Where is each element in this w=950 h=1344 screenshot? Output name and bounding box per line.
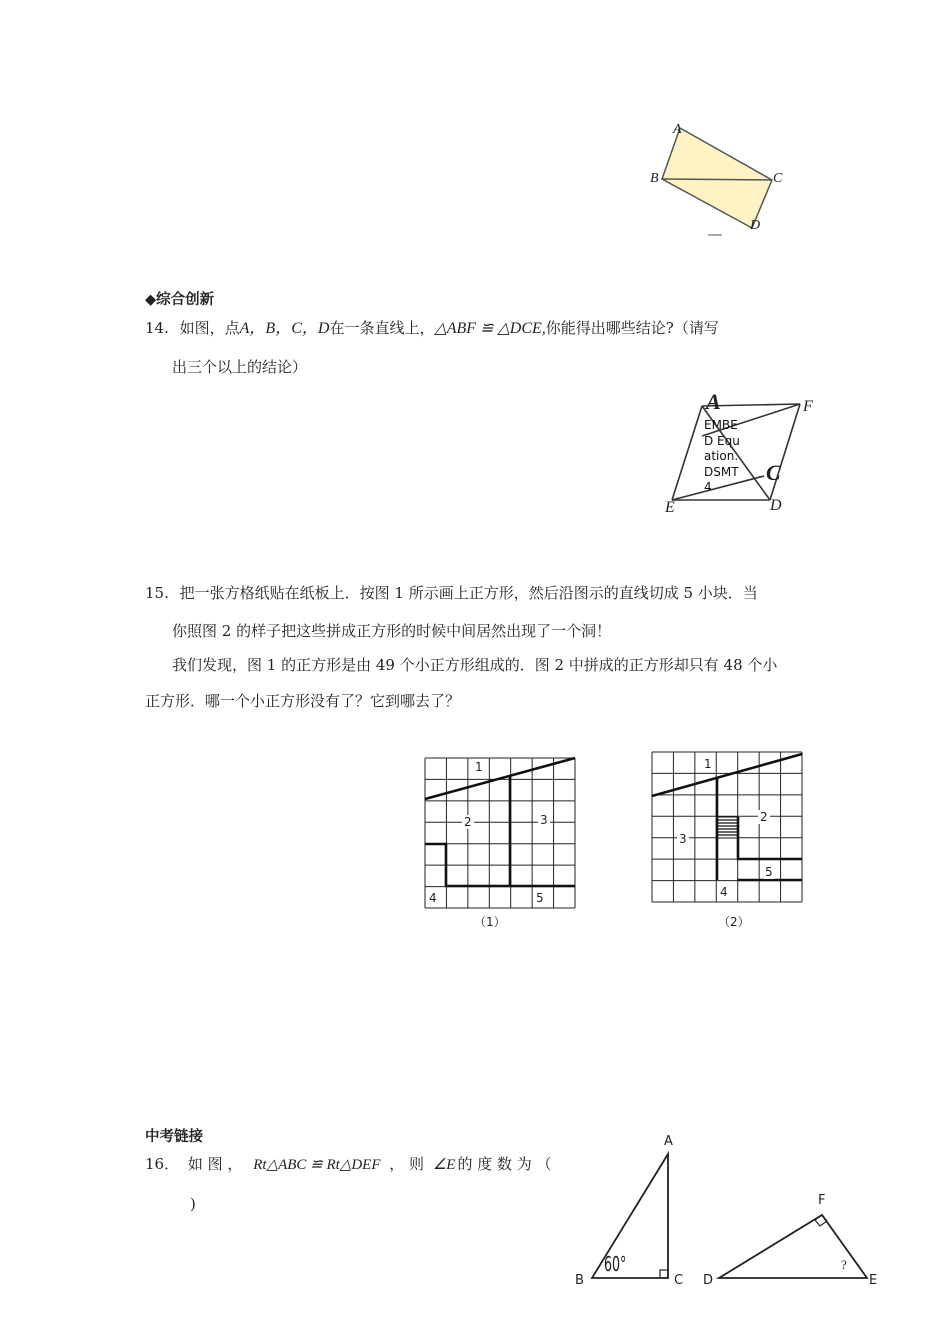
q15-grid-figure-2: [650, 750, 804, 904]
q14-embed-line: D Equ: [704, 433, 740, 448]
q14-embed-placeholder: [704, 418, 740, 496]
q16-congruence: Rt△ABC ≌ Rt△DEF: [253, 1157, 381, 1173]
q15-fig2-piece-1: 1: [704, 757, 712, 771]
q16-line2: ): [190, 1195, 196, 1213]
q14-label-c: C: [766, 460, 781, 485]
q16-triangle-abc: [588, 1150, 678, 1282]
q15-fig2-piece-3: 3: [679, 832, 687, 846]
q15-fig1-piece-3: 3: [540, 813, 548, 827]
q14-label-f: F: [803, 398, 813, 415]
q15-fig2-piece-5: 5: [765, 865, 773, 879]
q15-fig2-hole-hatch: [717, 817, 738, 838]
q13-label-d: D: [750, 218, 761, 233]
q14-label-d: D: [770, 497, 782, 514]
q14-line1: [145, 317, 719, 340]
q13-label-b: B: [650, 171, 659, 186]
q14-figure: [660, 392, 820, 517]
q15-number: 15.: [145, 584, 169, 602]
q16-tail: ， 则: [389, 1155, 425, 1173]
q15-fig1-piece-4: 4: [429, 891, 437, 905]
q15-fig2-piece-4: 4: [720, 885, 728, 899]
q15-text1: 把一张方格纸贴在纸板上．按图 1 所示画上正方形，然后沿图示的直线切成 5 小块．当: [179, 584, 758, 602]
q15-fig2-caption: （2）: [718, 915, 750, 929]
q14-intro: 如图，点: [179, 319, 240, 337]
q13-label-a: A: [673, 122, 682, 137]
q15-fig2-cut-diagonal: [652, 754, 802, 796]
q14-question: 你能得出哪些结论?（请写: [545, 319, 719, 337]
q16-angle: ∠E: [432, 1157, 456, 1173]
section-title-exam: 中考链接: [145, 1129, 203, 1145]
q14-points: A，B，C，D: [239, 320, 330, 337]
q14-embed-line: ation.: [704, 449, 739, 463]
q14-label-e: E: [665, 499, 675, 516]
q15-fig1-caption: （1）: [474, 915, 506, 929]
q16-label-d: D: [703, 1273, 714, 1288]
q15-fig2-piece-2: 2: [760, 810, 768, 824]
q15-line2: 你照图 2 的样子把这些拼成正方形的时候中间居然出现了一个洞！: [172, 622, 612, 640]
q14-line2: 出三个以上的结论）: [172, 358, 308, 376]
q16-triangle-def: [714, 1210, 874, 1282]
q16-label-c: C: [674, 1273, 684, 1288]
q16-line1: [145, 1153, 552, 1176]
q15-line1: [145, 582, 758, 604]
section-title-creative: ◆综合创新: [145, 292, 215, 308]
q16-intro: 如 图 ，: [187, 1155, 243, 1173]
q13-diagonal-bc: [662, 179, 772, 180]
q15-fig1-cut-diagonal: [425, 758, 575, 799]
q13-parallelogram: [662, 128, 772, 228]
q16-label-e: E: [869, 1273, 878, 1288]
q15-line4: 正方形．哪一个小正方形没有了？它到哪去了？: [145, 692, 461, 710]
q14-embed-line: 4: [704, 480, 712, 494]
q14-embed-line: EMBE: [704, 418, 738, 432]
q16-label-f: F: [818, 1193, 826, 1208]
q14-line-ae: [672, 406, 702, 500]
q15-fig1-piece-2: 2: [464, 815, 472, 829]
q15-grid-figure-1: [423, 756, 577, 910]
q15-line3: 我们发现，图 1 的正方形是由 49 个小正方形组成的．图 2 中拼成的正方形却只有 48 个小: [172, 656, 778, 674]
q14-congruence: △ABF ≌ △DCE,: [434, 320, 546, 337]
q16-question: 的 度 数 为 （: [457, 1155, 552, 1173]
q16-right-angle-c: [660, 1270, 668, 1278]
q14-label-a: A: [706, 389, 721, 414]
q16-label-a: A: [664, 1134, 673, 1149]
q16-angle-60: 60°: [604, 1252, 627, 1276]
q13-label-c: C: [773, 171, 783, 186]
q16-label-b: B: [575, 1273, 584, 1288]
q14-mid: 在一条直线上，: [329, 319, 435, 337]
q14-embed-line: DSMT: [704, 464, 739, 479]
q16-unknown-angle: ?: [841, 1257, 847, 1272]
q14-number: 14.: [145, 319, 169, 337]
q16-number: 16．: [145, 1155, 180, 1173]
q15-fig1-piece-5: 5: [536, 891, 544, 905]
q15-fig1-piece-1: 1: [475, 760, 483, 774]
